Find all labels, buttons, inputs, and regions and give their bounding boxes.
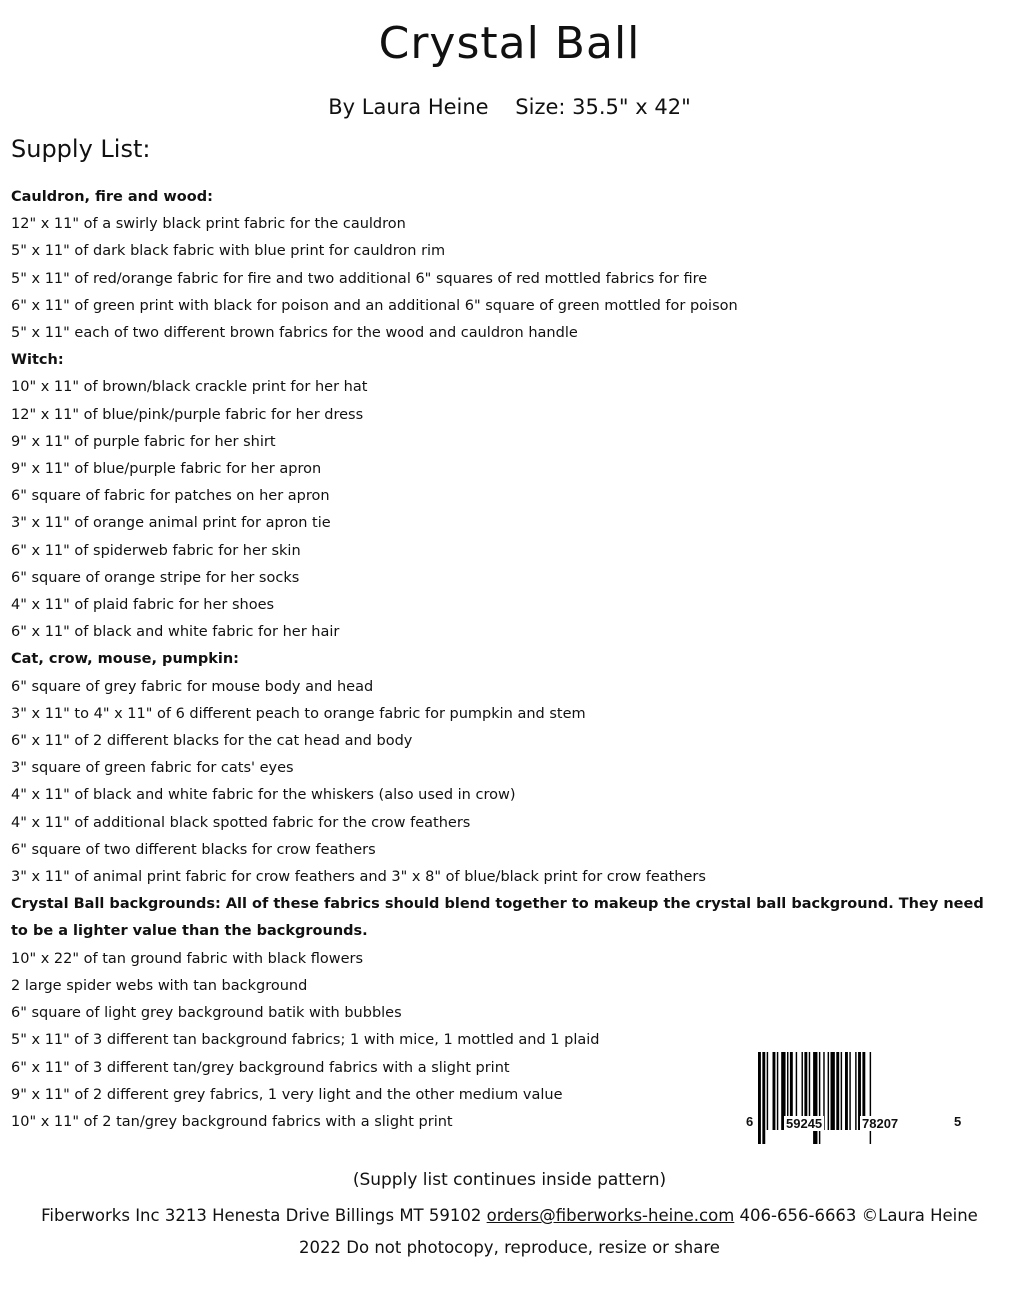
list-item: 4" x 11" of additional black spotted fabric for the crow feathers — [11, 814, 471, 831]
list-item: 9" x 11" of purple fabric for her shirt — [11, 433, 276, 450]
list-item: 6" x 11" of green print with black for poison and an additional 6" square of green mottled for poison — [11, 297, 738, 314]
barcode-bar — [762, 1052, 765, 1144]
list-item: 5" x 11" of red/orange fabric for fire and two additional 6" squares of red mottled fabrics for fire — [11, 270, 708, 287]
section-heading-backgrounds: Crystal Ball backgrounds: All of these fabrics should blend together to makeup the crystal ball background. They need to be a lighter value than the backgrounds. — [11, 896, 984, 940]
barcode — [746, 1052, 966, 1144]
barcode-bar — [841, 1052, 842, 1130]
continues-note: (Supply list continues inside pattern) — [352, 1170, 667, 1190]
barcode-bar — [777, 1052, 778, 1130]
barcode-bar — [773, 1052, 776, 1130]
list-item: 2 large spider webs with tan background — [11, 977, 308, 994]
barcode-bar — [831, 1052, 835, 1130]
list-item: 9" x 11" of blue/purple fabric for her apron — [11, 461, 322, 478]
byline — [0, 95, 1019, 119]
author: By Laura Heine — [328, 95, 489, 119]
list-item: 12" x 11" of blue/pink/purple fabric for her dress — [11, 406, 364, 423]
supply-list — [11, 184, 1001, 1136]
barcode-bar — [855, 1052, 856, 1130]
list-item: 9" x 11" of 2 different grey fabrics, 1 very light and the other medium value — [11, 1086, 563, 1103]
list-item: 10" x 11" of 2 tan/grey background fabrics with a slight print — [11, 1113, 453, 1130]
footer-phone-copyright: 406-656-6663 ©Laura Heine 2022 Do not photocopy, reproduce, resize or share — [299, 1206, 978, 1257]
barcode-bar — [836, 1052, 839, 1130]
barcode-bar — [767, 1052, 768, 1130]
list-item: 3" x 11" of animal print fabric for crow feathers and 3" x 8" of blue/black print for crow feathers — [11, 869, 706, 886]
section-heading-witch: Witch: — [11, 352, 64, 369]
barcode-lead-digit: 6 — [746, 1114, 754, 1129]
supply-list-heading: Supply List: — [11, 135, 151, 163]
page-title: Crystal Ball — [378, 18, 641, 69]
list-item: 3" x 11" to 4" x 11" of 6 different peach to orange fabric for pumpkin and stem — [11, 705, 586, 722]
list-item: 6" square of grey fabric for mouse body and head — [11, 678, 374, 695]
quilt-size: Size: 35.5" x 42" — [515, 95, 691, 119]
list-item: 6" square of orange stripe for her socks — [11, 569, 300, 586]
list-item: 10" x 22" of tan ground fabric with black flowers — [11, 950, 364, 967]
list-item: 6" x 11" of 2 different blacks for the cat head and body — [11, 733, 413, 750]
barcode-bar — [758, 1052, 761, 1144]
list-item: 3" square of green fabric for cats' eyes — [11, 760, 294, 777]
barcode-bar — [849, 1052, 850, 1130]
list-item: 5" x 11" of 3 different tan background fabrics; 1 with mice, 1 mottled and 1 plaid — [11, 1032, 600, 1049]
list-item: 10" x 11" of brown/black crackle print for her hat — [11, 379, 368, 396]
section-heading-animals: Cat, crow, mouse, pumpkin: — [11, 651, 239, 668]
list-item: 5" x 11" of dark black fabric with blue print for cauldron rim — [11, 243, 446, 260]
list-item: 4" x 11" of black and white fabric for the whiskers (also used in crow) — [11, 787, 516, 804]
list-item: 5" x 11" each of two different brown fabrics for the wood and cauldron handle — [11, 325, 578, 342]
section-heading-cauldron: Cauldron, fire and wood: — [11, 189, 213, 205]
list-item: 6" square of two different blacks for crow feathers — [11, 841, 376, 858]
footer — [20, 1200, 999, 1264]
barcode-check-digit: 5 — [954, 1114, 962, 1129]
list-item: 6" x 11" of spiderweb fabric for her skin — [11, 542, 301, 559]
barcode-group-1: 59245 — [786, 1116, 823, 1131]
list-item: 4" x 11" of plaid fabric for her shoes — [11, 597, 275, 614]
barcode-bar — [828, 1052, 829, 1130]
list-item: 12" x 11" of a swirly black print fabric for the cauldron — [11, 216, 406, 233]
list-item: 6" square of light grey background batik with bubbles — [11, 1005, 402, 1022]
footer-address: Fiberworks Inc 3213 Henesta Drive Billings MT 59102 — [41, 1206, 482, 1225]
list-item: 6" x 11" of 3 different tan/grey background fabrics with a slight print — [11, 1059, 510, 1076]
list-item: 6" square of fabric for patches on her apron — [11, 488, 330, 505]
email-link[interactable]: orders@fiberworks-heine.com — [486, 1206, 735, 1225]
list-item: 6" x 11" of black and white fabric for her hair — [11, 624, 340, 641]
list-item: 3" x 11" of orange animal print for apron tie — [11, 515, 331, 532]
barcode-group-2: 78207 — [862, 1116, 899, 1131]
barcode-bar — [845, 1052, 848, 1130]
